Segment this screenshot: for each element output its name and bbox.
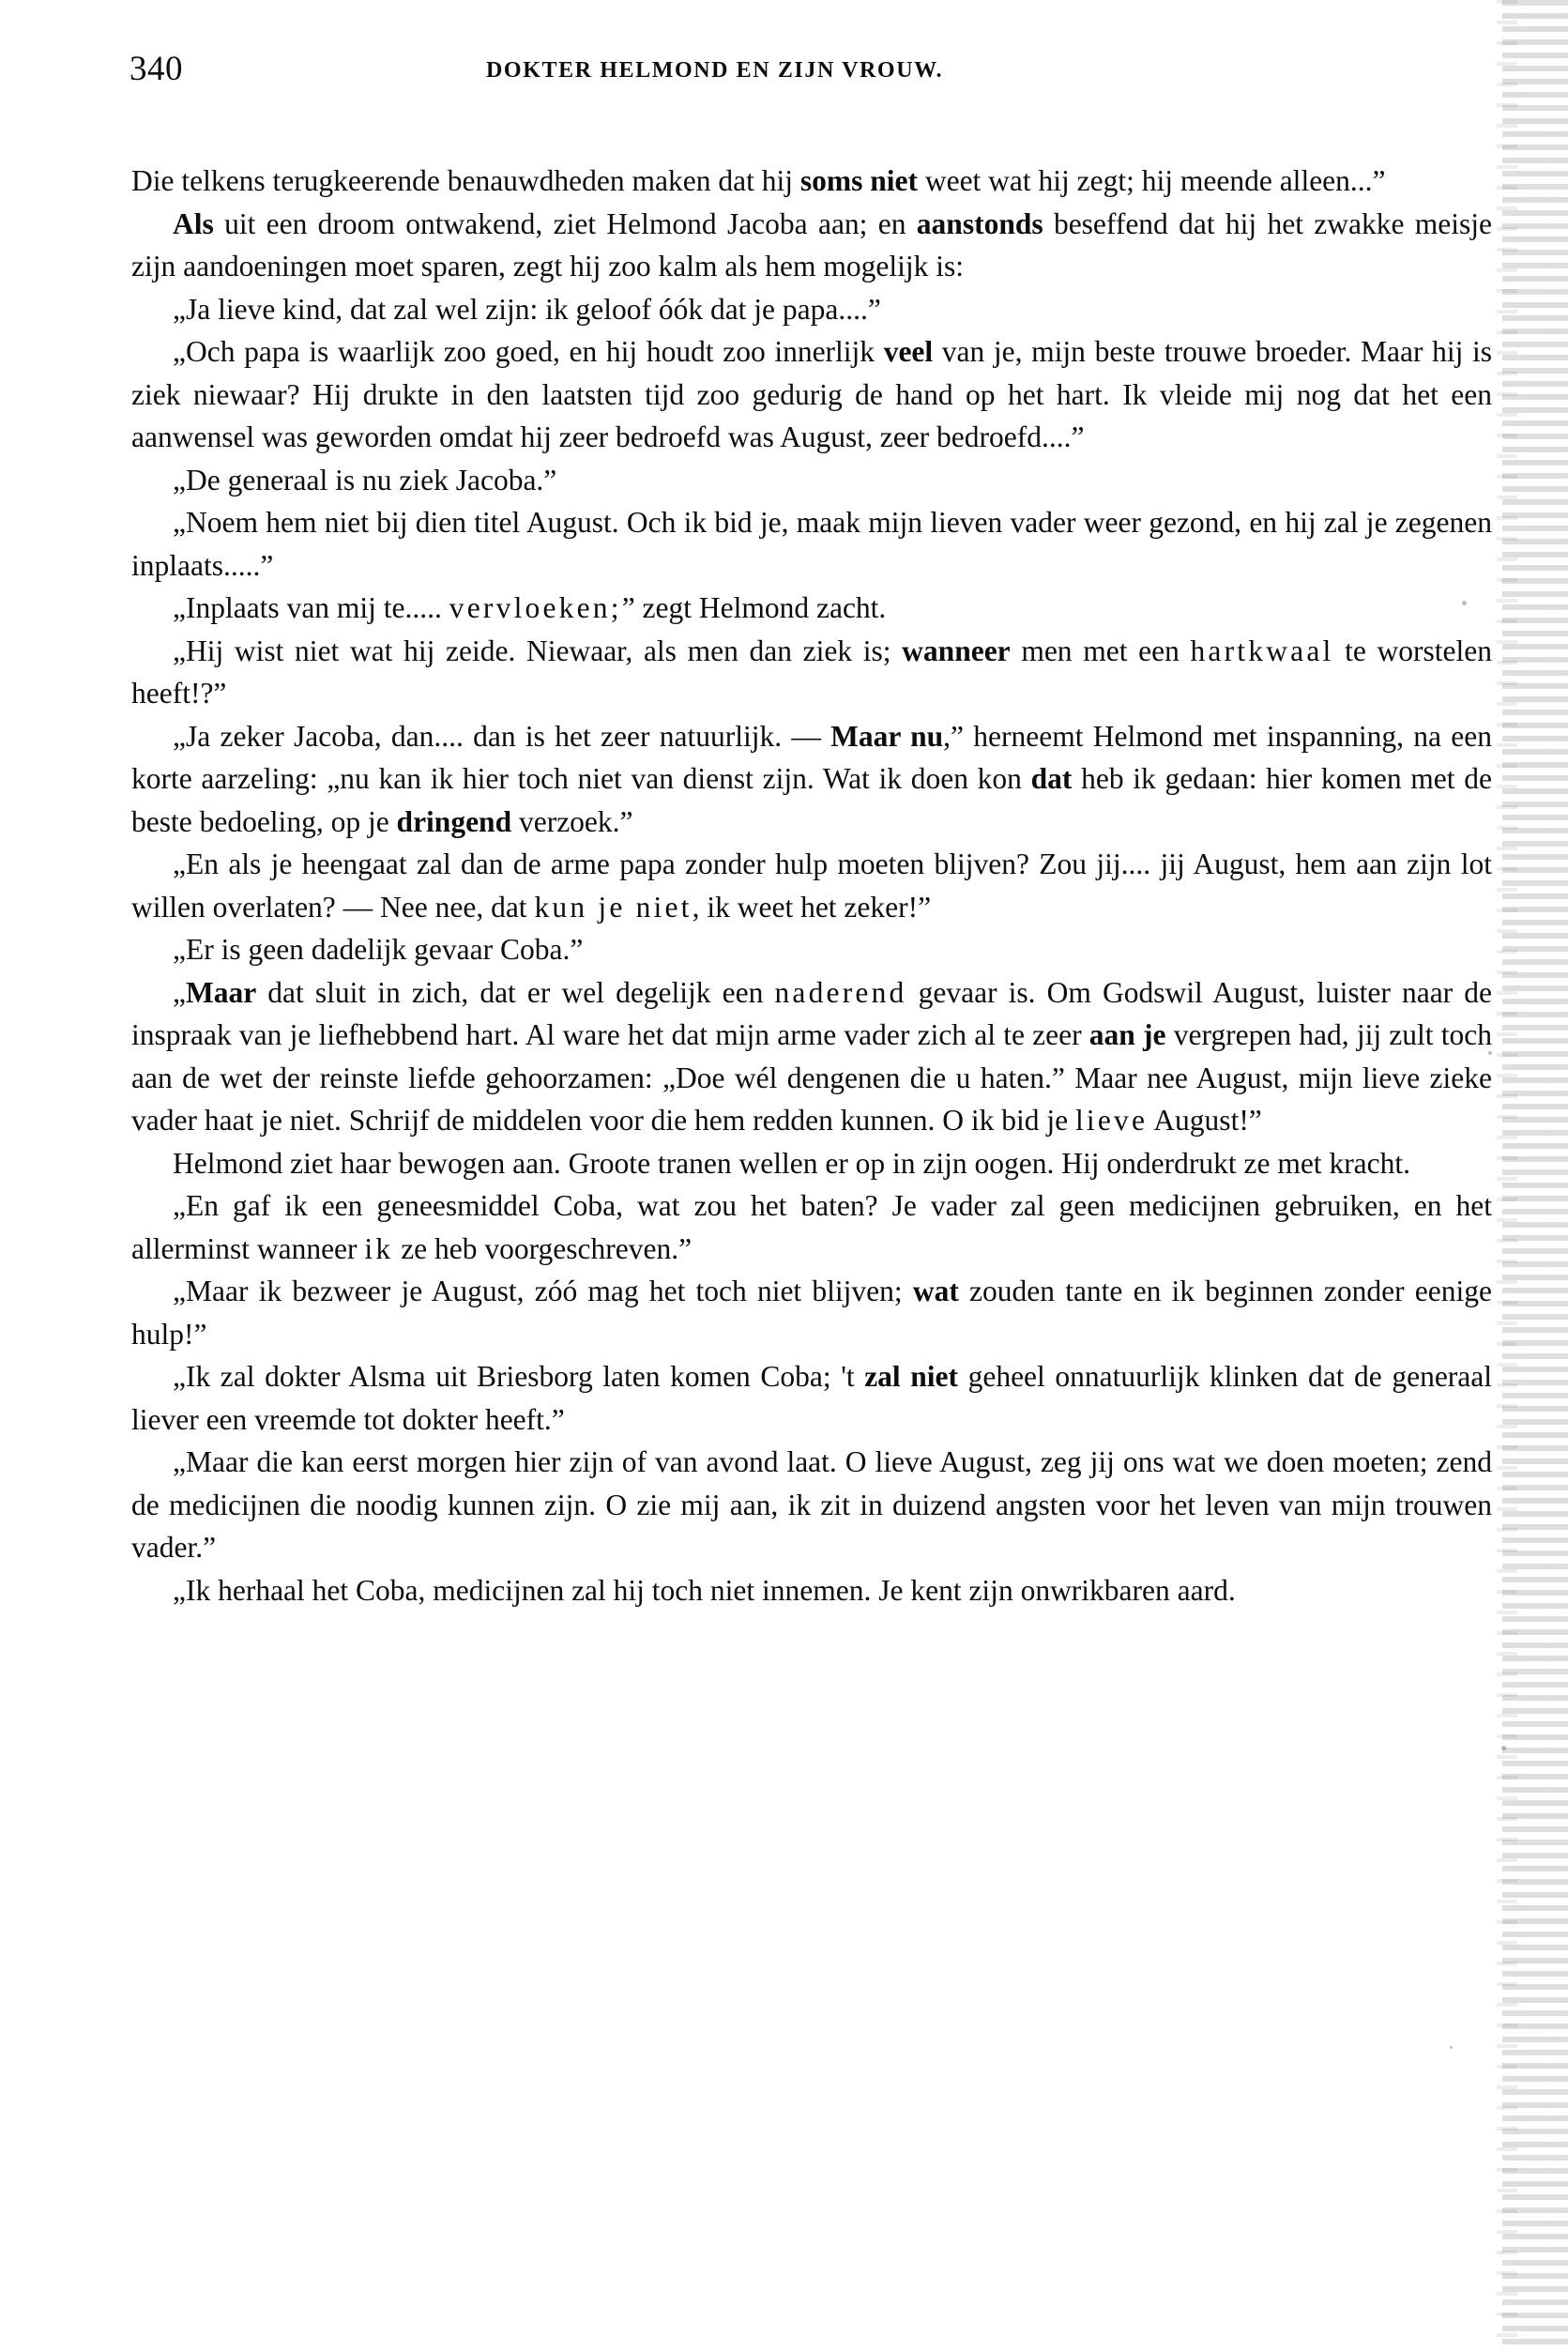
page-header xyxy=(129,49,1471,90)
paragraph: „De generaal is nu ziek Jacoba.” xyxy=(173,463,557,496)
paragraph: „Maar dat sluit in zich, dat er wel degelijk een naderend gevaar is. Om Godswil August, luister naar de inspraak van je liefhebbend hart. Al ware het dat mijn arme vader zich al te zeer aan je vergrepen had, jij zult toch aan de wet der reinste liefde gehoorzamen: „Doe wél dengenen die u haten.” Maar nee August, mijn lieve zieke vader haat je niet. Schrijf de middelen voor die hem redden kunnen. O ik bid je lieve August!” xyxy=(131,975,1493,1137)
paragraph: „Ja zeker Jacoba, dan.... dan is het zeer natuurlijk. — Maar nu,” herneemt Helmond met inspanning, na een korte aarzeling: „nu kan ik hier toch niet van dienst zijn. Wat ik doen kon dat heb ik gedaan: hier komen met de beste bedoeling, op je dringend verzoek.” xyxy=(131,719,1492,838)
paragraph: Helmond ziet haar bewogen aan. Groote tranen wellen er op in zijn oogen. Hij onderdrukt ze met kracht. xyxy=(173,1146,1411,1180)
paragraph: „Inplaats van mij te..... vervloeken;” zegt Helmond zacht. xyxy=(173,591,887,624)
paragraph: „Ik zal dokter Alsma uit Briesborg laten komen Coba; 't zal niet geheel onnatuurlijk klinken dat de generaal liever een vreemde tot dokter heeft.” xyxy=(131,1360,1493,1436)
page-body xyxy=(131,160,1492,1611)
paragraph: „Ja lieve kind, dat zal wel zijn: ik geloof óók dat je papa....” xyxy=(173,292,881,326)
paragraph: „Ik herhaal het Coba, medicijnen zal hij toch niet innemen. Je kent zijn onwrikbaren aard. xyxy=(173,1573,1236,1607)
scan-edge-artifact-secondary xyxy=(1497,0,1517,2352)
paragraph: „Er is geen dadelijk gevaar Coba.” xyxy=(173,933,584,966)
scan-speck xyxy=(1501,1746,1506,1750)
scan-edge-artifact xyxy=(1502,0,1568,2352)
paragraph: „Och papa is waarlijk zoo goed, en hij houdt zoo innerlijk veel van je, mijn beste trouwe broeder. Maar hij is ziek niewaar? Hij drukte in den laatsten tijd zoo gedurig de hand op het hart. Ik vleide mij nog dat het een aanwensel was geworden omdat hij zeer bedroefd was August, zeer bedroefd....” xyxy=(131,335,1493,453)
paragraph: „Maar die kan eerst morgen hier zijn of van avond laat. O lieve August, zeg jij ons wat we doen moeten; zend de medicijnen die noodig kunnen zijn. O zie mij aan, ik zit in duizend angsten voor het leven van mijn trouwen vader.” xyxy=(131,1445,1492,1564)
scan-speck xyxy=(1450,2046,1453,2049)
paragraph: „Noem hem niet bij dien titel August. Och ik bid je, maak mijn lieven vader weer gezond, en hij zal je zegenen inplaats.....” xyxy=(131,506,1492,582)
paragraph: „En als je heengaat zal dan de arme papa zonder hulp moeten blijven? Zou jij.... jij August, hem aan zijn lot willen overlaten? — Nee nee, dat kun je niet, ik weet het zeker!” xyxy=(131,848,1492,924)
paragraph: Als uit een droom ontwakend, ziet Helmond Jacoba aan; en aanstonds beseffend dat hij het zwakke meisje zijn aandoeningen moet sparen, zegt hij zoo kalm als hem mogelijk is: xyxy=(131,206,1492,283)
paragraph: „En gaf ik een geneesmiddel Coba, wat zou het baten? Je vader zal geen medicijnen gebruiken, en het allerminst wanneer ik ze heb voorgeschreven.” xyxy=(131,1189,1492,1265)
paragraph: „Hij wist niet wat hij zeide. Niewaar, als men dan ziek is; wanneer men met een hartkwaal te worstelen heeft!?” xyxy=(131,634,1492,710)
paragraph: Die telkens terugkeerende benauwdheden maken dat hij soms niet weet wat hij zegt; hij meende alleen...” xyxy=(131,164,1386,197)
page-number: 340 xyxy=(129,50,183,88)
running-head: DOKTER HELMOND EN ZIJN VROUW. xyxy=(486,58,944,83)
paragraph: „Maar ik bezweer je August, zóó mag het toch niet blijven; wat zouden tante en ik beginnen zonder eenige hulp!” xyxy=(131,1275,1492,1351)
